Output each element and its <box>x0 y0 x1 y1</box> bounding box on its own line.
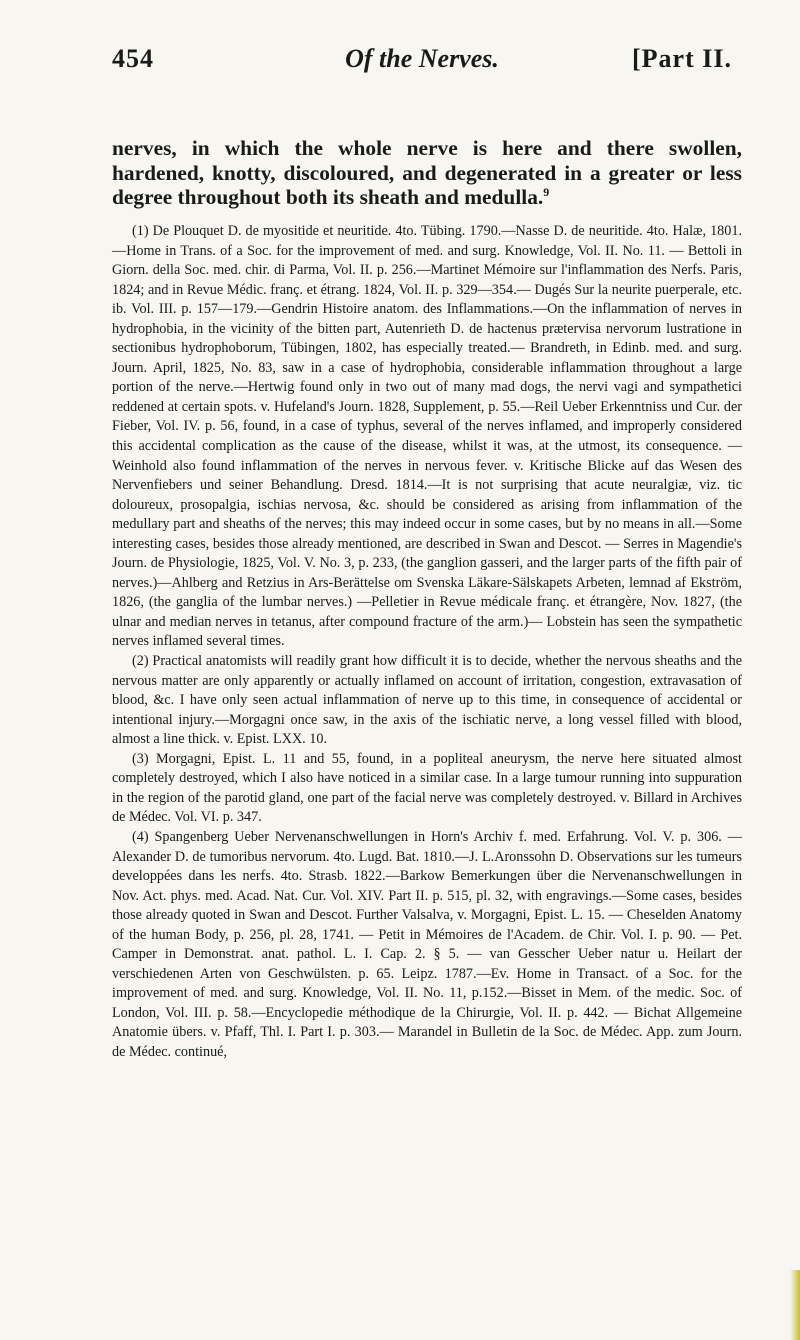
footnotes <box>112 222 742 1063</box>
footnote-3: (3) Morgagni, Epist. L. 11 and 55, found, in a popliteal aneurysm, the nerve here situated almost completely destroyed, which I also have noticed in a similar case. In a large tumour running into suppuration in the region of the parotid gland, one part of the facial nerve was completely destroyed. v. Billard in Archives de Médec. Vol. VI. p. 347. <box>112 750 742 826</box>
footnote-1: (1) De Plouquet D. de myositide et neuritide. 4to. Tübing. 1790.—Nasse D. de neuritide. 4to. Halæ, 1801.—Home in Trans. of a Soc. for the improvement of med. and surg. Knowledge, Vol. II. No. 11. — Bettoli in Giorn. della Soc. med. chir. di Parma, Vol. II. p. 256.—Martinet Mémoire sur l'inflammation des Nerfs. Paris, 1824; and in Revue Médic. franç. et étrang. 1824, Vol. II. p. 329—354.— Dugés Sur la neurite puerperale, etc. ib. Vol. III. p. 157—179.—Gendrin Histoire anatom. des Inflammations.—On the inflammation of nerves in hydrophobia, in the vicinity of the bitten part, Autenrieth D. de hactenus prætervisa nervorum lustratione in sectionibus hydrophoborum, Tübingen, 1802, has especially treated.— Brandreth, in Edinb. med. and surg. Journ. April, 1825, No. 83, saw in a case of hydrophobia, considerable inflammation throughout a large portion of the nerve.—Hertwig found only in two out of many mad dogs, the nervi vagi and sympathetici reddened at certain spots. v. Hufeland's Journ. 1828, Supplement, p. 55.—Reil Ueber Erkenntniss und Cur. der Fieber, Vol. IV. p. 56, found, in a case of typhus, several of the nerves inflamed, and improperly considered this accidental complication as the cause of the disease, whilst it was, at the utmost, its consequence. — Weinhold also found inflammation of the nerves in nervous fever. v. Kritische Blicke auf das Wesen des Nervenfiebers und seiner Behandlung. Dresd. 1814.—It is not surprising that acute neuralgiæ, viz. tic doloureux, prosopalgia, ischias nervosa, &c. should be considered as arising from inflammation of the medullary part and sheaths of the nerves; this may indeed occur in some cases, but by no means in all.—Some interesting cases, besides those already mentioned, are described in Swan and Descot. — Serres in Magendie's Journ. de Physiologie, 1825, Vol. V. No. 3, p. 233, (the ganglion gasseri, and the larger parts of the fifth pair of nerves.)—Ahlberg and Retzius in Ars-Berättelse om Svenska Läkare-Sälskapets Arbeten, lemnad af Ekström, 1826, (the ganglia of the lumbar nerves.) —Pelletier in Revue médicale franç. et étrangère, Nov. 1827, (the ulnar and median nerves in tetanus, after compound fracture of the arm.)— Lobstein has seen the sympathetic nerves inflamed several times. <box>112 223 742 650</box>
body-text: nerves, in which the whole nerve is here and there swollen, hardened, knotty, discoloured, and degenerated in a greater or less degree throughout both its sheath and medulla. <box>112 136 742 209</box>
page-number: 454 <box>112 44 154 73</box>
footnote-2: (2) Practical anatomists will readily grant how difficult it is to decide, whether the nervous sheaths and the nervous matter are only apparently or actually inflamed on account of irritation, congestion, extravasation of blood, &c. I have only seen actual inflammation of nerve up to this time, in consequence of accidental or intentional injury.—Morgagni once saw, in the axis of the ischiatic nerve, a long vessel filled with blood, almost a line thick. v. Epist. LXX. 10. <box>112 653 742 748</box>
page-edge-mark <box>790 1270 800 1340</box>
body-paragraph <box>112 136 742 210</box>
footnote-reference: 9 <box>543 184 550 199</box>
running-title: Of the Nerves. <box>345 44 499 73</box>
page-header <box>112 44 732 84</box>
footnote-4: (4) Spangenberg Ueber Nervenanschwellungen in Horn's Archiv f. med. Erfahrung. Vol. V. p. 306. — Alexander D. de tumoribus nervorum. 4to. Lugd. Bat. 1810.—J. L.Aronssohn D. Observations sur les tumeurs developpées dans les nerfs. 4to. Strasb. 1822.—Barkow Bemerkungen über die Nervenanschwellungen in Nov. Act. phys. med. Acad. Nat. Cur. Vol. XIV. Part II. p. 515, pl. 32, with engravings.—Some cases, besides those already quoted in Swan and Descot. Further Valsalva, v. Morgagni, Epist. L. 15. — Cheselden Anatomy of the human Body, p. 256, pl. 28, 1741. — Petit in Mémoires de l'Academ. de Chir. Vol. I. p. 90. — Pet. Camper in Demonstrat. anat. pathol. L. I. Cap. 2. § 5. — van Gesscher Ueber natur u. Heilart der verschiedenen Arten von Geschwülsten. p. 65. Leipz. 1787.—Ev. Home in Transact. of a Soc. for the improvement of med. and surg. Knowledge, Vol. II. No. 11, p.152.—Bisset in Mem. of the medic. Soc. of London, Vol. III. p. 58.—Encyclopedie méthodique de la Chirurgie, Vol. II. p. 442. — Bichat Allgemeine Anatomie übers. v. Pfaff, Thl. I. Part I. p. 303.— Marandel in Bulletin de la Soc. de Médec. App. zum Journ. de Médec. continué, <box>112 828 742 1060</box>
part-label: [Part II. <box>632 44 732 73</box>
